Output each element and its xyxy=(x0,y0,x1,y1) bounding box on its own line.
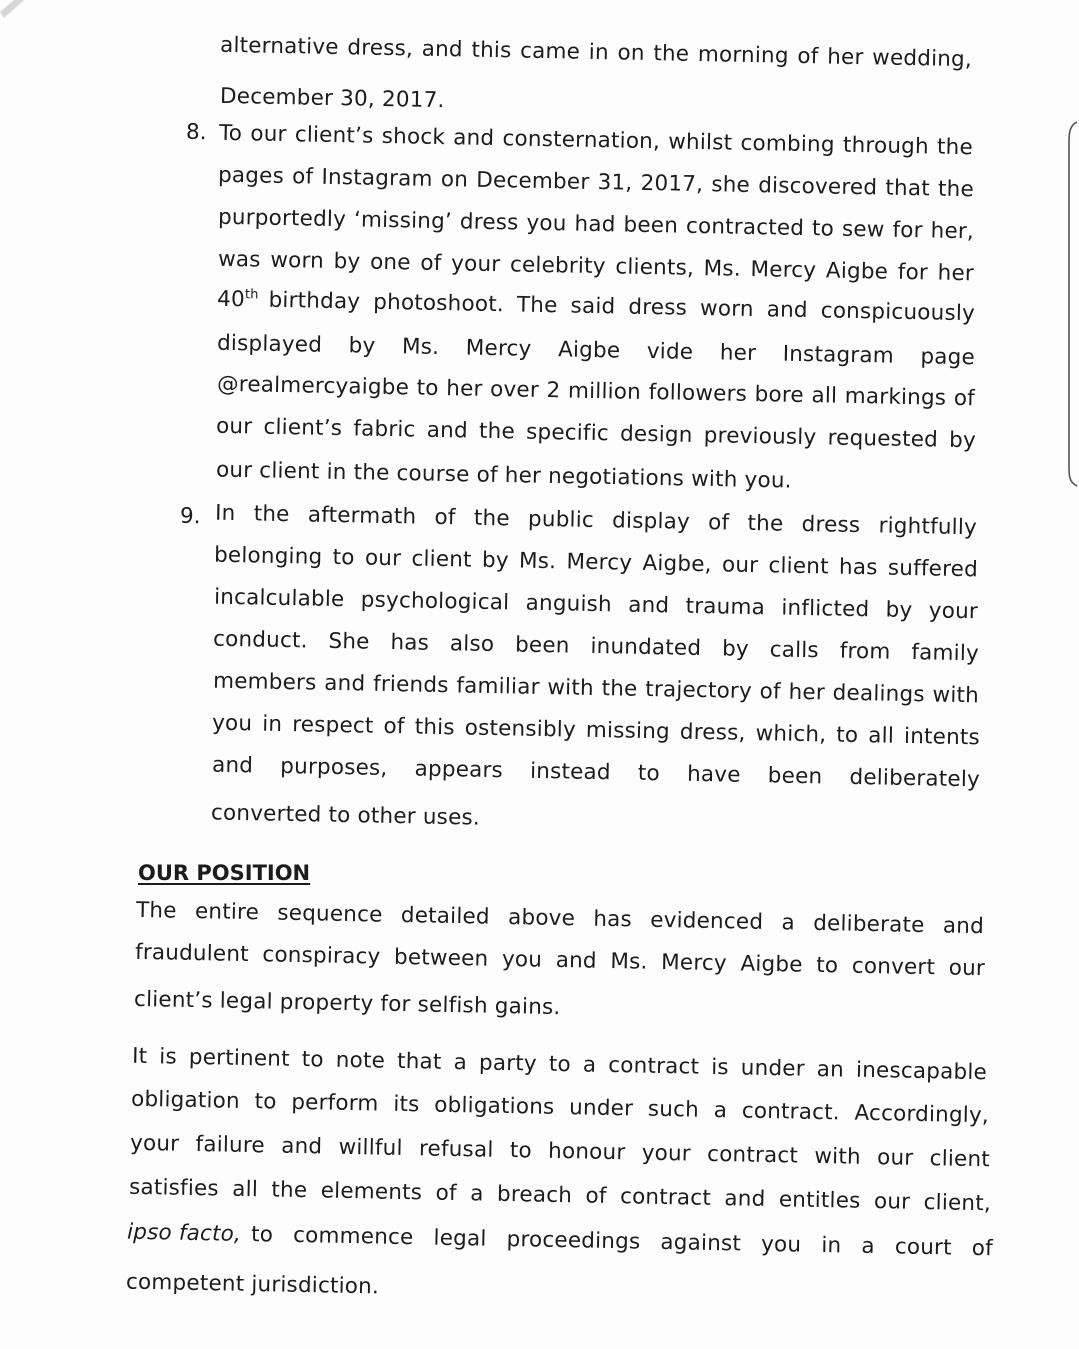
page-corner-mark xyxy=(0,0,24,24)
pertinent-line-5 xyxy=(127,1218,993,1265)
ordinal-40th: 40th xyxy=(216,286,259,313)
pertinent-line-2: obligation to perform its obligations under such a contract. Accordingly, xyxy=(130,1086,990,1129)
pertinent-line-4: satisfies all the elements of a breach of contract and entitles our client, xyxy=(128,1174,992,1217)
pertinent-line-1: It is pertinent to note that a party to a contract is under an inescapable xyxy=(131,1043,988,1086)
pertinent-line-5-text: to commence legal proceedings against you in a court of xyxy=(250,1222,994,1262)
para7-line-2: December 30, 2017. xyxy=(219,83,445,114)
item-8-line-5-text: birthday photoshoot. The said dress worn and conspicuously xyxy=(268,287,976,327)
item-9-line-8: converted to other uses. xyxy=(210,800,481,831)
item-8-number: 8. xyxy=(185,119,207,146)
item-9-line-4: conduct. She has also been inundated by calls from family xyxy=(212,626,980,667)
item-9-line-1: In the aftermath of the public display of the dress rightfully xyxy=(214,500,978,541)
item-9-line-7: and purposes, appears instead to have been deliberately xyxy=(211,752,981,793)
item-8-line-1: To our client’s shock and consternation, whilst combing through the xyxy=(218,120,974,161)
item-8-line-9: our client in the course of her negotiations with you. xyxy=(215,457,792,494)
position-line-1: The entire sequence detailed above has evidenced a deliberate and xyxy=(135,897,985,940)
item-8-line-4: was worn by one of your celebrity clients, Ms. Mercy Aigbe for her xyxy=(217,246,975,287)
para7-line-1: alternative dress, and this came in on the morning of her wedding, xyxy=(219,32,973,73)
item-9-line-5: members and friends familiar with the trajectory of her dealings with xyxy=(212,668,980,709)
position-line-3: client’s legal property for selfish gains. xyxy=(133,986,561,1021)
item-9-line-6: you in respect of this ostensibly missing dress, which, to all intents xyxy=(211,710,981,751)
item-8-line-3: purportedly ‘missing’ dress you had been contracted to sew for her, xyxy=(217,204,975,245)
margin-bracket-mark xyxy=(1061,120,1079,490)
item-8-line-2: pages of Instagram on December 31, 2017, she discovered that the xyxy=(217,162,975,203)
ipso-facto-phrase: ipso facto, xyxy=(126,1219,242,1247)
item-8-line-8: our client’s fabric and the specific design previously requested by xyxy=(215,413,977,454)
item-9-line-2: belonging to our client by Ms. Mercy Aigbe, our client has suffered xyxy=(213,542,979,583)
item-8-line-7: @realmercyaigbe to her over 2 million followers bore all markings of xyxy=(216,371,976,412)
item-8-line-5 xyxy=(217,285,975,330)
position-line-2: fraudulent conspiracy between you and Ms. Mercy Aigbe to convert our xyxy=(134,939,986,982)
item-9-line-3: incalculable psychological anguish and trauma inflicted by your xyxy=(213,584,979,625)
pertinent-line-3: your failure and willful refusal to honour your contract with our client xyxy=(129,1130,991,1173)
section-heading-our-position: OUR POSITION xyxy=(138,861,311,885)
pertinent-line-6: competent jurisdiction. xyxy=(125,1269,380,1300)
item-9-number: 9. xyxy=(179,503,201,530)
item-8-line-6: displayed by Ms. Mercy Aigbe vide her Instagram page xyxy=(216,330,976,371)
